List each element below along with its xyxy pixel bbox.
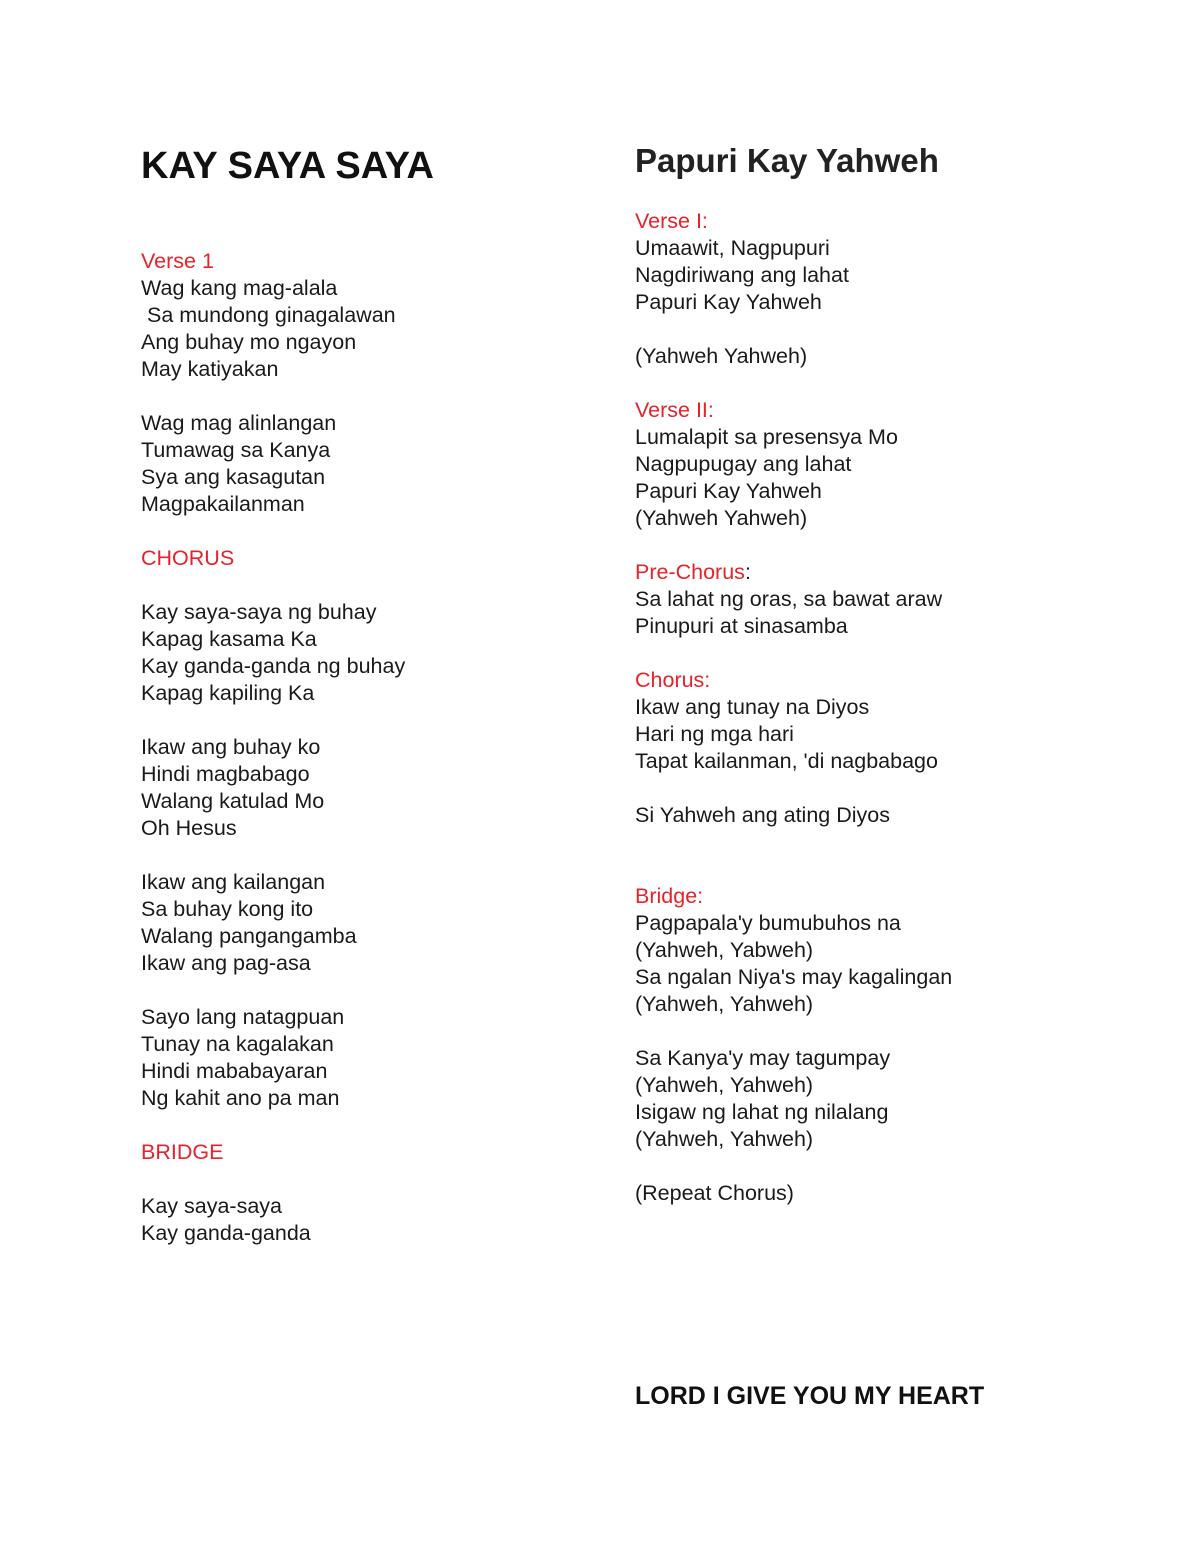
bridge-heading: BRIDGE bbox=[141, 1140, 224, 1164]
stanza-gap bbox=[141, 842, 405, 869]
lyric-line: Wag mag alinlangan bbox=[141, 411, 337, 435]
lyric-line: Walang katulad Mo bbox=[141, 789, 325, 813]
lyric-line: Tunay na kagalakan bbox=[141, 1032, 334, 1056]
lyric-line: (Yahweh, Yahweh) bbox=[635, 992, 814, 1016]
stanza-gap bbox=[141, 383, 405, 410]
lyric-line: Sa mundong ginagalawan bbox=[141, 303, 396, 327]
lyric-line: (Yahweh, Yahweh) bbox=[635, 1073, 814, 1097]
lyric-line: Umaawit, Nagpupuri bbox=[635, 236, 830, 260]
lyric-line: Hindi mababayaran bbox=[141, 1059, 328, 1083]
repeat-chorus-note: (Repeat Chorus) bbox=[635, 1181, 794, 1205]
stanza-gap bbox=[141, 572, 405, 599]
stanza-gap bbox=[635, 370, 952, 397]
lyric-line: (Yahweh, Yabweh) bbox=[635, 938, 814, 962]
prechorus-colon: : bbox=[744, 560, 751, 584]
song-title-papuri-kay-yahweh: Papuri Kay Yahweh bbox=[635, 142, 939, 179]
lyric-line: Sa Kanya'y may tagumpay bbox=[635, 1046, 891, 1070]
lyric-line: Nagdiriwang ang lahat bbox=[635, 263, 849, 287]
lyric-line: Kay ganda-ganda ng buhay bbox=[141, 654, 406, 678]
song-title-kay-saya-saya: KAY SAYA SAYA bbox=[141, 145, 434, 187]
lyric-line: Si Yahweh ang ating Diyos bbox=[635, 803, 890, 827]
lyric-line: (Yahweh Yahweh) bbox=[635, 506, 808, 530]
lyric-line: Kapag kasama Ka bbox=[141, 627, 317, 651]
lyric-line: Ikaw ang tunay na Diyos bbox=[635, 695, 870, 719]
lyric-line: Ikaw ang pag-asa bbox=[141, 951, 311, 975]
song-title-lord-i-give-you-my-heart: LORD I GIVE YOU MY HEART bbox=[635, 1382, 985, 1410]
lyric-line: Sya ang kasagutan bbox=[141, 465, 326, 489]
lyric-line: Papuri Kay Yahweh bbox=[635, 479, 822, 503]
left-lyrics bbox=[141, 248, 405, 1247]
verse-heading: Verse 1 bbox=[141, 249, 214, 273]
stanza-gap bbox=[141, 1166, 405, 1193]
chorus-heading: CHORUS bbox=[141, 546, 235, 570]
stanza-gap bbox=[141, 707, 405, 734]
lyric-line: Magpakailanman bbox=[141, 492, 305, 516]
lyric-line: Kay saya-saya bbox=[141, 1194, 283, 1218]
stanza-gap bbox=[141, 977, 405, 1004]
lyric-line: Pinupuri at sinasamba bbox=[635, 614, 848, 638]
lyric-line: Kay saya-saya ng buhay bbox=[141, 600, 377, 624]
lyric-line: Ang buhay mo ngayon bbox=[141, 330, 357, 354]
lyric-line: Kapag kapiling Ka bbox=[141, 681, 315, 705]
lyric-line: Sa ngalan Niya's may kagalingan bbox=[635, 965, 953, 989]
lyric-line: Sayo lang natagpuan bbox=[141, 1005, 345, 1029]
lyric-line: Walang pangangamba bbox=[141, 924, 357, 948]
stanza-gap bbox=[635, 1018, 952, 1045]
stanza-gap bbox=[141, 518, 405, 545]
lyric-line: Lumalapit sa presensya Mo bbox=[635, 425, 898, 449]
lyric-line: Ikaw ang kailangan bbox=[141, 870, 326, 894]
lyric-line: (Yahweh, Yahweh) bbox=[635, 1127, 814, 1151]
stanza-gap bbox=[635, 640, 952, 667]
stanza-gap bbox=[635, 775, 952, 802]
prechorus-heading: Pre-Chorus bbox=[635, 560, 745, 584]
stanza-gap bbox=[635, 316, 952, 343]
lyric-line: Sa buhay kong ito bbox=[141, 897, 314, 921]
lyric-line: Tumawag sa Kanya bbox=[141, 438, 331, 462]
lyric-line: Kay ganda-ganda bbox=[141, 1221, 311, 1245]
lyric-line: Pagpapala'y bumubuhos na bbox=[635, 911, 901, 935]
chorus-heading: Chorus: bbox=[635, 668, 711, 692]
right-lyrics bbox=[635, 208, 952, 1207]
lyric-line: Papuri Kay Yahweh bbox=[635, 290, 822, 314]
lyric-line: Nagpupugay ang lahat bbox=[635, 452, 852, 476]
lyric-line: Wag kang mag-alala bbox=[141, 276, 338, 300]
lyric-line: Sa lahat ng oras, sa bawat araw bbox=[635, 587, 943, 611]
verse-heading: Verse I: bbox=[635, 209, 708, 233]
lyric-line: Isigaw ng lahat ng nilalang bbox=[635, 1100, 889, 1124]
stanza-gap bbox=[635, 829, 952, 856]
lyric-line: Oh Hesus bbox=[141, 816, 237, 840]
stanza-gap bbox=[635, 856, 952, 883]
prechorus-heading-line bbox=[635, 559, 952, 586]
bridge-heading: Bridge: bbox=[635, 884, 704, 908]
lyric-line: (Yahweh Yahweh) bbox=[635, 344, 808, 368]
lyric-line: Ng kahit ano pa man bbox=[141, 1086, 340, 1110]
lyric-line: Tapat kailanman, 'di nagbabago bbox=[635, 749, 938, 773]
stanza-gap bbox=[635, 1153, 952, 1180]
lyric-line: Hari ng mga hari bbox=[635, 722, 794, 746]
lyric-line: Ikaw ang buhay ko bbox=[141, 735, 321, 759]
stanza-gap bbox=[635, 532, 952, 559]
stanza-gap bbox=[141, 1112, 405, 1139]
lyric-line: May katiyakan bbox=[141, 357, 279, 381]
verse-heading: Verse II: bbox=[635, 398, 714, 422]
lyric-line: Hindi magbabago bbox=[141, 762, 310, 786]
